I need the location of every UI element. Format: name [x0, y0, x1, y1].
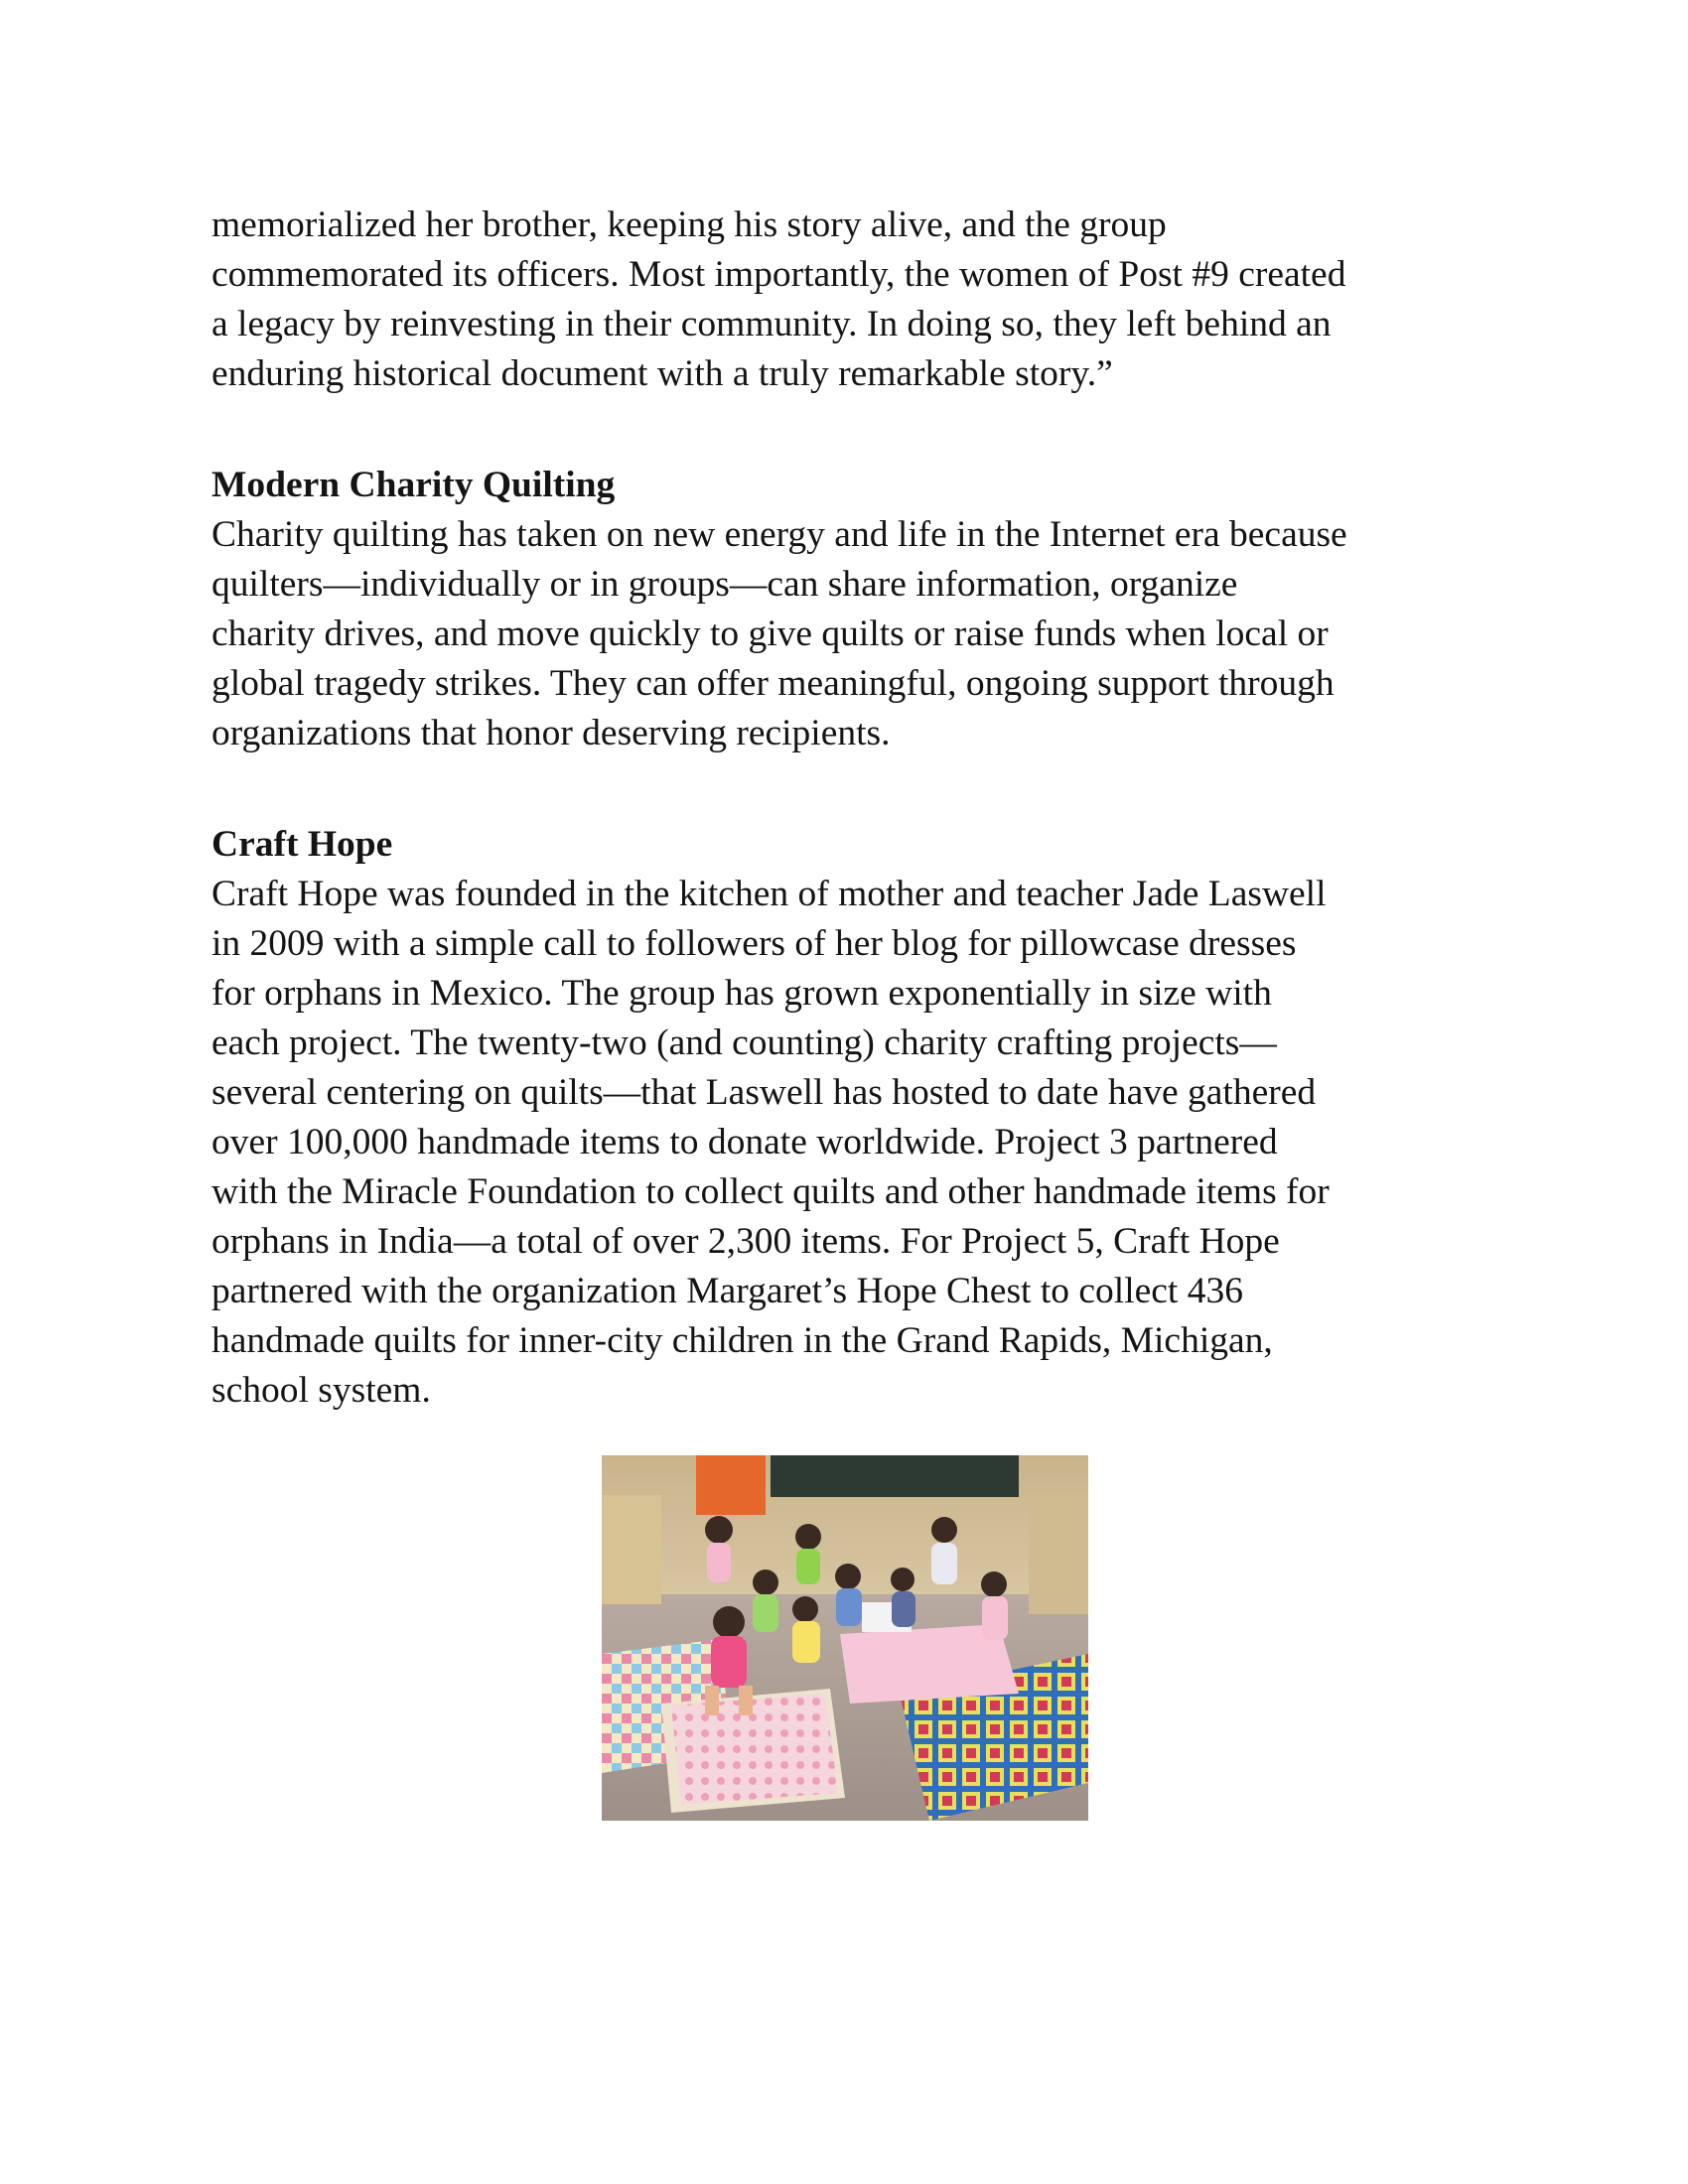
- paragraph-line: commemorated its officers. Most importantly, the women of Post #9 created: [211, 254, 1346, 295]
- paragraph-line: organizations that honor deserving recipients.: [211, 713, 891, 753]
- paragraph-line: for orphans in Mexico. The group has grown exponentially in size with: [211, 973, 1272, 1014]
- paragraph-line: global tragedy strikes. They can offer meaningful, ongoing support through: [211, 663, 1335, 704]
- paragraph-line: memorialized her brother, keeping his story alive, and the group: [211, 205, 1167, 245]
- paragraph-line: enduring historical document with a truly remarkable story.”: [211, 353, 1113, 394]
- paragraph-line: a legacy by reinvesting in their community. In doing so, they left behind an: [211, 304, 1332, 344]
- paragraph-line: with the Miracle Foundation to collect quilts and other handmade items for: [211, 1171, 1330, 1212]
- paragraph-line: in 2009 with a simple call to followers of her blog for pillowcase dresses: [211, 923, 1297, 964]
- section-heading-modern-charity-quilting: Modern Charity Quilting: [211, 465, 616, 505]
- paragraph-line: several centering on quilts—that Laswell has hosted to date have gathered: [211, 1072, 1317, 1113]
- paragraph-line: each project. The twenty-two (and counting) charity crafting projects—: [211, 1023, 1277, 1063]
- paragraph-line: quilters—individually or in groups—can share information, organize: [211, 564, 1238, 605]
- paragraph-line: school system.: [211, 1370, 431, 1411]
- paragraph-line: Craft Hope was founded in the kitchen of mother and teacher Jade Laswell: [211, 874, 1327, 914]
- paragraph-line: charity drives, and move quickly to give quilts or raise funds when local or: [211, 614, 1329, 654]
- paragraph-line: orphans in India—a total of over 2,300 items. For Project 5, Craft Hope: [211, 1221, 1280, 1262]
- paragraph-line: partnered with the organization Margaret’s Hope Chest to collect 436: [211, 1271, 1243, 1311]
- craft-hope-paragraph: [211, 870, 1502, 1416]
- modern-charity-paragraph: [211, 510, 1502, 758]
- children-with-quilts-photo: [602, 1455, 1088, 1821]
- paragraph-line: Charity quilting has taken on new energy and life in the Internet era because: [211, 514, 1347, 555]
- section-heading-craft-hope: Craft Hope: [211, 824, 393, 865]
- paragraph-line: handmade quilts for inner-city children in the Grand Rapids, Michigan,: [211, 1320, 1273, 1361]
- intro-paragraph: [211, 201, 1502, 399]
- paragraph-line: over 100,000 handmade items to donate worldwide. Project 3 partnered: [211, 1122, 1278, 1162]
